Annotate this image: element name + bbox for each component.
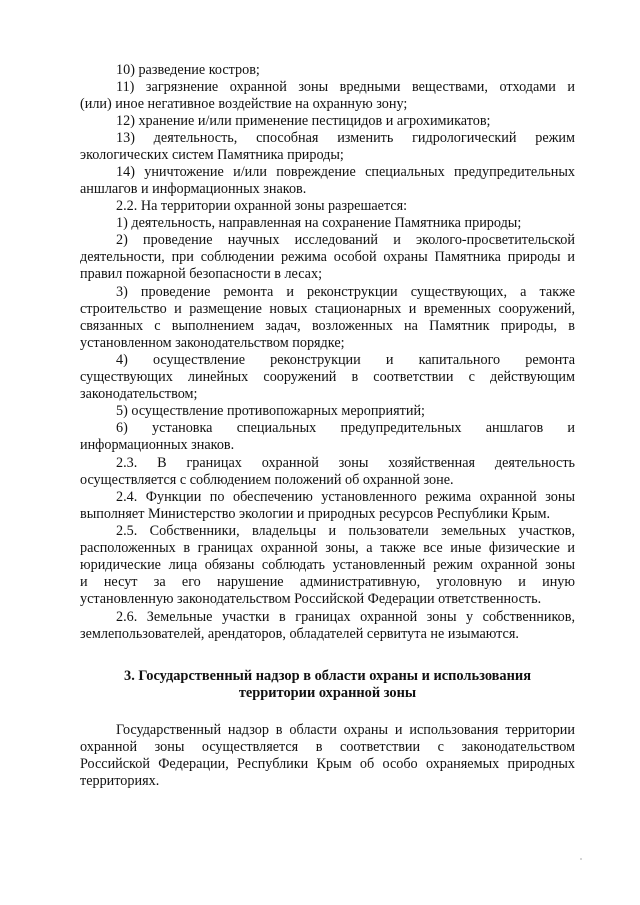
clause-2-4-line1: 2.4. Функции по обеспечению установленного режима охранной зоны [116, 489, 575, 505]
allowed-item-4-line3: законодательством; [80, 386, 198, 402]
clause-2-6-line2: землепользователей, арендаторов, обладателей сервитута не изымаются. [80, 626, 519, 642]
allowed-item-3-line1: 3) проведение ремонта и реконструкции существующих, а также [116, 284, 575, 300]
list-item-11-line1: 11) загрязнение охранной зоны вредными веществами, отходами и [116, 79, 575, 95]
section-3-body-line3: Российской Федерации, Республики Крым об особо охраняемых природных [80, 756, 575, 772]
clause-2-5-line5: установленную законодательством Российской Федерации ответственность. [80, 591, 542, 607]
clause-2-6-line1: 2.6. Земельные участки в границах охранной зоны у собственников, [116, 609, 575, 625]
clause-2-5-line1: 2.5. Собственники, владельцы и пользователи земельных участков, [116, 523, 575, 539]
allowed-item-2-line2: деятельности, при соблюдении режима особой охраны Памятника природы и [80, 249, 575, 265]
section-3-body-line4: территориях. [80, 773, 160, 789]
allowed-item-3-line4: установленном законодательством порядке; [80, 335, 345, 351]
allowed-item-4-line1: 4) осуществление реконструкции и капитального ремонта [116, 352, 575, 368]
section-3-body-line2: охранной зоны осуществляется в соответствии с законодательством [80, 739, 575, 755]
allowed-item-5: 5) осуществление противопожарных мероприятий; [116, 403, 425, 419]
clause-2-5-line2: расположенных в границах охранной зоны, а также все иные физические и [80, 540, 575, 556]
allowed-item-2-line3: правил пожарной безопасности в лесах; [80, 266, 323, 282]
clause-2-3-line2: осуществляется с соблюдением положений об охранной зоне. [80, 472, 454, 488]
clause-2-5-line4: и несут за его нарушение административную, уголовную и иную [80, 574, 575, 590]
list-item-10: 10) разведение костров; [116, 62, 260, 78]
allowed-item-2-line1: 2) проведение научных исследований и эколого-просветительской [116, 232, 575, 248]
list-item-13-line1: 13) деятельность, способная изменить гидрологический режим [116, 130, 575, 146]
section-3-body-line1: Государственный надзор в области охраны и использования территории [116, 722, 575, 738]
allowed-item-3-line2: строительство и размещение новых стационарных и временных сооружений, [80, 301, 575, 317]
list-item-14-line1: 14) уничтожение и/или повреждение специальных предупредительных [116, 164, 575, 180]
clause-2-5-line3: юридические лица обязаны соблюдать установленный режим охранной зоны [80, 557, 575, 573]
list-item-12: 12) хранение и/или применение пестицидов и агрохимикатов; [116, 113, 491, 129]
section-3-heading-line2: территории охранной зоны [238, 685, 417, 701]
allowed-item-4-line2: существующих линейных сооружений в соответствии с действующим [80, 369, 575, 385]
clause-2-2-heading: 2.2. На территории охранной зоны разрешается: [116, 198, 408, 214]
section-3-heading-line1: 3. Государственный надзор в области охраны и использования [124, 668, 531, 684]
list-item-11-line2: (или) иное негативное воздействие на охранную зону; [80, 96, 408, 112]
clause-2-4-line2: выполняет Министерство экологии и природных ресурсов Республики Крым. [80, 506, 551, 522]
scan-speck [580, 858, 582, 860]
allowed-item-3-line3: связанных с выполнением задач, возложенных на Памятник природы, в [80, 318, 575, 334]
clause-2-3-line1: 2.3. В границах охранной зоны хозяйственная деятельность [116, 455, 575, 471]
list-item-14-line2: аншлагов и информационных знаков. [80, 181, 307, 197]
allowed-item-6-line1: 6) установка специальных предупредительных аншлагов и [116, 420, 575, 436]
allowed-item-1: 1) деятельность, направленная на сохранение Памятника природы; [116, 215, 522, 231]
allowed-item-6-line2: информационных знаков. [80, 437, 235, 453]
list-item-13-line2: экологических систем Памятника природы; [80, 147, 344, 163]
